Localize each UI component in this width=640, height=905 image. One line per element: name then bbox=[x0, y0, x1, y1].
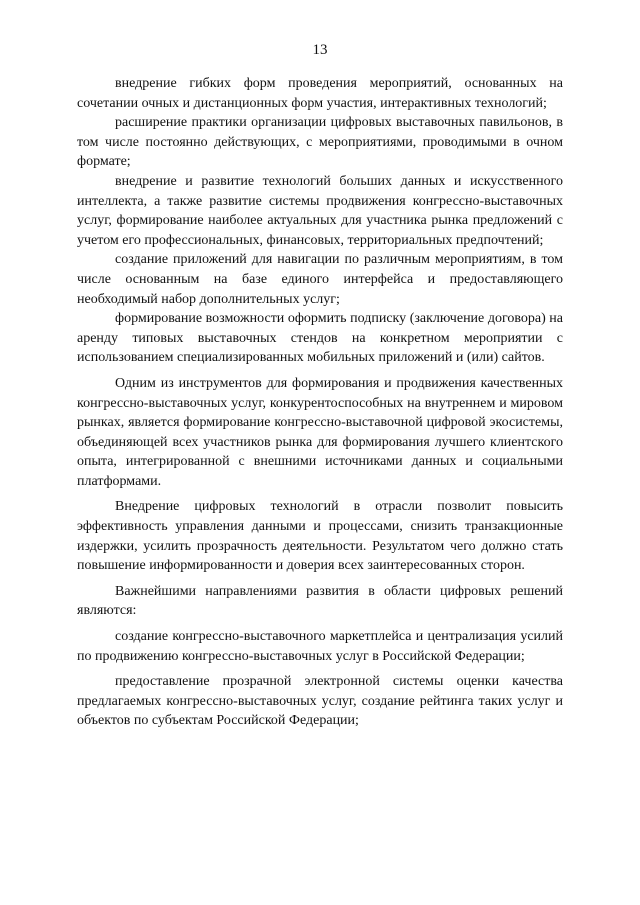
paragraph-navigation-apps: создание приложений для навигации по различным мероприятиям, в том числе основанным на базе единого интерфейса и предоставляющего необходимый набор дополнительных услуг; bbox=[77, 252, 563, 307]
paragraph-big-data-ai: внедрение и развитие технологий больших данных и искусственного интеллекта, а также развитие системы продвижения конгрессно-выставочных услуг, формирование наиболее актуальных для участника рынка предложений с учетом его профессиональных, финансовых, территориальных предпочтений; bbox=[77, 173, 563, 248]
paragraph-digital-ecosystem: Одним из инструментов для формирования и продвижения качественных конгрессно-выставочных услуг, конкурентоспособных на внутреннем и мировом рынках, является формирование конгрессно-выставочной цифровой экосистемы, объединяющей всех участников рынка для формирования лучшего клиентского опыта, интегрированной с внешними источниками данных и социальными платформами. bbox=[77, 375, 563, 489]
paragraph-marketplace: создание конгрессно-выставочного маркетплейса и централизация усилий по продвижению конгрессно-выставочных услуг в Российской Федерации; bbox=[77, 629, 563, 664]
paragraph-digital-pavilions: расширение практики организации цифровых выставочных павильонов, в том числе постоянно действующих, с мероприятиями, проводимыми в очном формате; bbox=[77, 115, 563, 170]
paragraph-flexible-event-formats: внедрение гибких форм проведения мероприятий, основанных на сочетании очных и дистанционных форм участия, интерактивных технологий; bbox=[77, 76, 563, 111]
paragraph-stand-rental-subscription: формирование возможности оформить подписку (заключение договора) на аренду типовых выставочных стендов на конкретном мероприятии с использованием специализированных мобильных приложений и (или) сайтов. bbox=[77, 311, 563, 366]
paragraph-key-directions: Важнейшими направлениями развития в области цифровых решений являются: bbox=[77, 583, 563, 619]
page-number: 13 bbox=[312, 42, 328, 58]
paragraph-quality-rating-system: предоставление прозрачной электронной системы оценки качества предлагаемых конгрессно-выставочных услуг, создание рейтинга таких услуг и объектов по субъектам Российской Федерации; bbox=[77, 674, 563, 729]
paragraph-digital-technologies: Внедрение цифровых технологий в отрасли позволит повысить эффективность управления данными и процессами, снизить транзакционные издержки, усилить прозрачность деятельности. Результатом чего должно стать повышение информированности и доверия всех заинтересованных сторон. bbox=[77, 499, 563, 574]
document-body bbox=[77, 74, 563, 731]
